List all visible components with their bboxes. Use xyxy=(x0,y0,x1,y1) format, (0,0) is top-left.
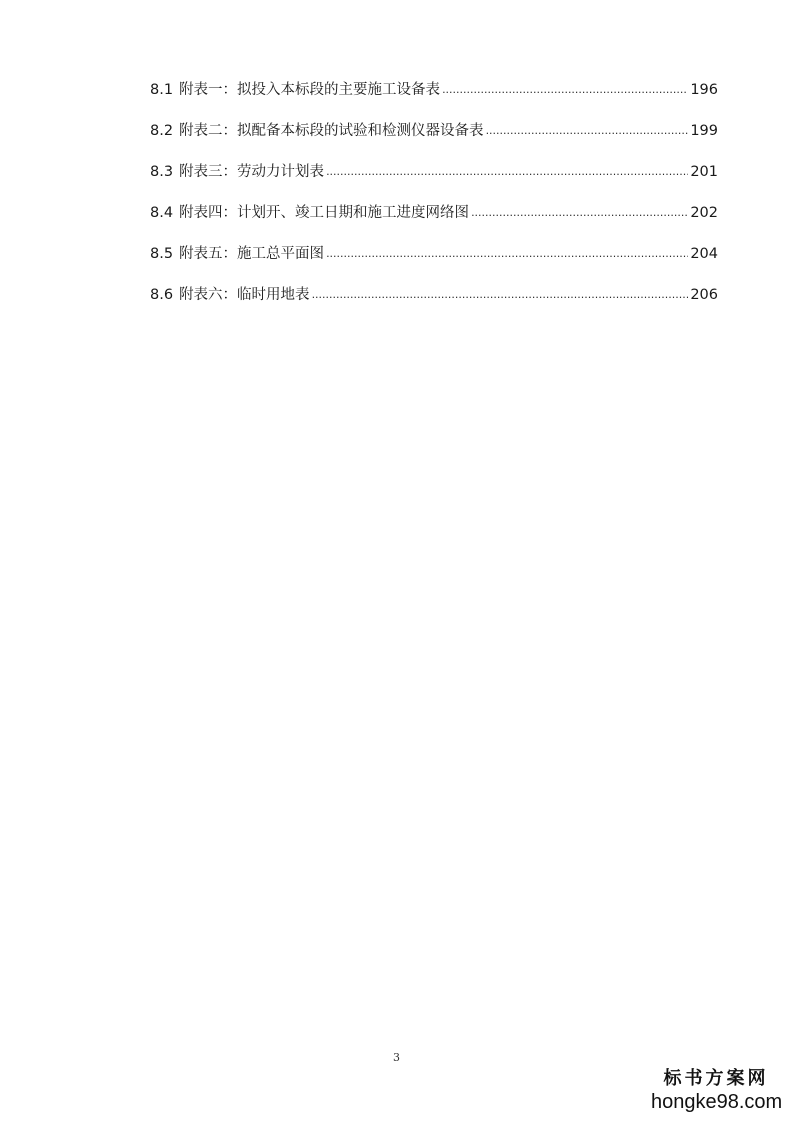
watermark-site-name: 标书方案网 xyxy=(663,1068,769,1089)
watermark-logo xyxy=(651,1068,781,1114)
toc-dot-leader xyxy=(326,161,688,183)
page-number: 3 xyxy=(393,1051,400,1064)
toc-entry-title: 附表一：拟投入本标段的主要施工设备表 xyxy=(179,82,441,98)
toc-entry[interactable] xyxy=(150,243,718,284)
toc-entry-title: 附表六：临时用地表 xyxy=(179,287,310,303)
toc-entry-title: 附表四：计划开、竣工日期和施工进度网络图 xyxy=(179,205,470,221)
toc-entry-page: 204 xyxy=(690,246,718,262)
toc-entry-page: 206 xyxy=(690,287,718,303)
toc-entry-number: 8.6 xyxy=(150,287,174,303)
toc-entry[interactable] xyxy=(150,284,718,325)
toc-entry-page: 202 xyxy=(690,205,718,221)
toc-entry-number: 8.4 xyxy=(150,205,174,221)
toc-entry-page: 201 xyxy=(690,164,718,180)
table-of-contents xyxy=(150,79,718,325)
toc-entry-number: 8.5 xyxy=(150,246,174,262)
toc-entry[interactable] xyxy=(150,202,718,243)
toc-entry[interactable] xyxy=(150,161,718,202)
toc-dot-leader xyxy=(442,79,688,101)
toc-dot-leader xyxy=(486,120,689,142)
toc-dot-leader xyxy=(471,202,688,224)
watermark-url: hongke98.com xyxy=(651,1091,783,1113)
toc-entry-number: 8.2 xyxy=(150,123,174,139)
toc-entry-page: 196 xyxy=(690,82,718,98)
toc-dot-leader xyxy=(326,243,688,265)
toc-entry[interactable] xyxy=(150,79,718,120)
toc-entry-number: 8.1 xyxy=(150,82,174,98)
toc-entry-title: 附表三：劳动力计划表 xyxy=(179,164,325,180)
toc-entry[interactable] xyxy=(150,120,718,161)
toc-entry-number: 8.3 xyxy=(150,164,174,180)
toc-entry-title: 附表二：拟配备本标段的试验和检测仪器设备表 xyxy=(179,123,484,139)
toc-entry-title: 附表五：施工总平面图 xyxy=(179,246,325,262)
toc-dot-leader xyxy=(312,284,689,306)
toc-entry-page: 199 xyxy=(690,123,718,139)
